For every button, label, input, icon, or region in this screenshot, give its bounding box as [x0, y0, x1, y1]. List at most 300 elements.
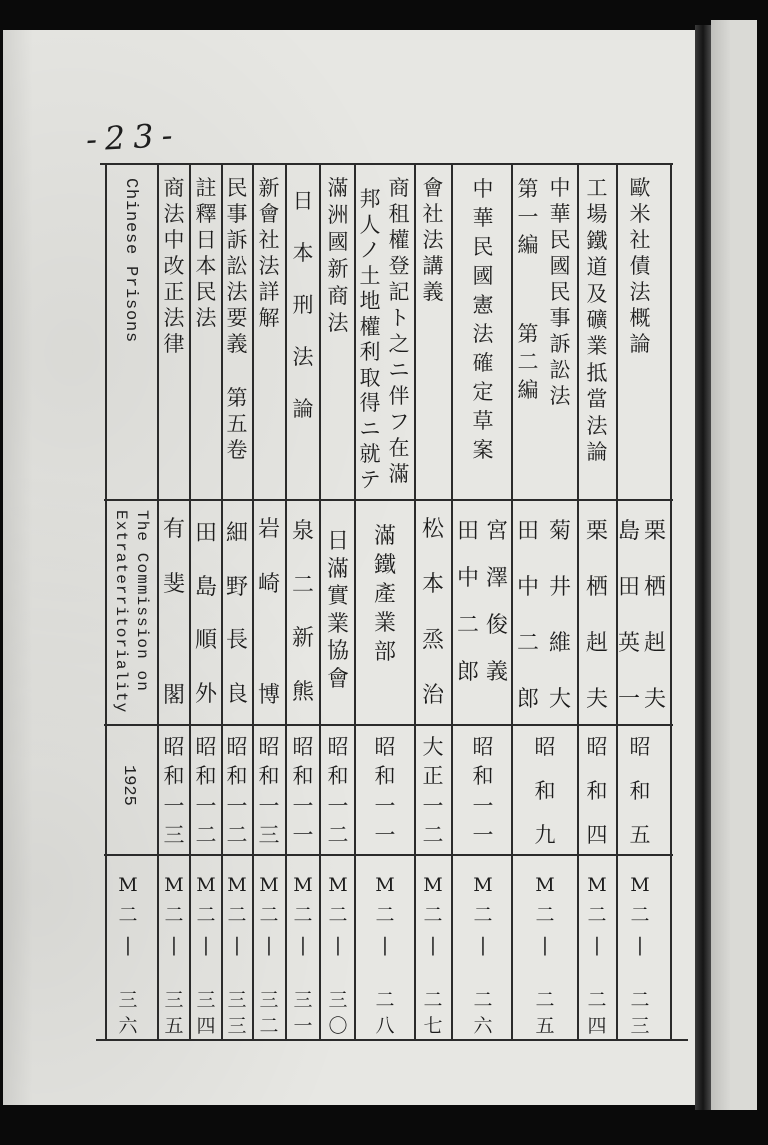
glyph: 二	[517, 350, 539, 374]
glyph: 註	[195, 176, 217, 200]
glyph: 法	[629, 280, 651, 304]
book-title	[324, 175, 352, 337]
glyph: M	[473, 874, 493, 896]
book-title-volume	[514, 320, 542, 404]
glyph: 權	[388, 228, 410, 252]
book-title-volume	[514, 175, 542, 259]
book-author	[546, 520, 574, 712]
glyph: 三	[118, 989, 138, 1011]
call-number	[223, 987, 251, 1039]
glyph: 業	[326, 611, 349, 637]
glyph: M	[259, 874, 279, 896]
glyph: 二	[587, 904, 607, 926]
glyph: 憲	[472, 293, 494, 317]
glyph: 一	[617, 687, 640, 712]
call-number-prefix	[626, 870, 654, 960]
glyph: 邦	[359, 187, 381, 211]
glyph: M	[375, 874, 395, 896]
book-title: Chinese Prisons	[121, 178, 140, 344]
glyph: 事	[549, 306, 571, 330]
glyph: 部	[373, 640, 396, 665]
glyph: 訟	[549, 358, 571, 382]
call-number-prefix	[192, 870, 220, 960]
glyph: 第	[226, 386, 248, 410]
glyph: 和	[374, 764, 396, 789]
glyph: 二	[423, 989, 443, 1011]
glyph: 二	[227, 904, 247, 926]
glyph: 解	[258, 306, 280, 330]
glyph: 五	[629, 823, 651, 847]
glyph: |	[593, 934, 601, 956]
glyph	[160, 629, 188, 653]
glyph: 和	[586, 779, 608, 803]
book-title	[223, 175, 251, 357]
glyph: 土	[359, 263, 381, 288]
glyph: 一	[258, 793, 280, 818]
glyph: 論	[586, 439, 608, 464]
glyph: 松	[421, 517, 444, 542]
glyph: 法	[258, 254, 280, 278]
glyph: |	[233, 934, 241, 956]
glyph: 一	[195, 793, 217, 818]
call-number	[114, 987, 142, 1039]
glyph: 井	[548, 575, 571, 600]
glyph: 本	[421, 572, 444, 598]
glyph: 法	[292, 345, 314, 369]
book-title	[385, 175, 413, 487]
glyph: 論	[629, 332, 651, 356]
book-author	[615, 520, 643, 712]
glyph: 夫	[643, 687, 666, 712]
glyph: 二	[164, 904, 184, 926]
glyph: 租	[388, 202, 410, 226]
glyph: 二	[375, 904, 395, 926]
table-rule-v	[189, 164, 191, 1041]
glyph: 和	[226, 764, 248, 789]
glyph: 昭	[472, 735, 494, 759]
call-number-prefix	[531, 870, 559, 960]
glyph: M	[118, 874, 138, 896]
glyph: 昭	[226, 735, 248, 759]
glyph: 債	[629, 254, 651, 278]
glyph: 夫	[585, 687, 608, 712]
glyph: 記	[388, 280, 410, 304]
glyph: |	[429, 934, 437, 956]
glyph: 三	[630, 1015, 650, 1037]
table-rule-v	[414, 164, 416, 1041]
glyph: 菊	[548, 519, 571, 544]
glyph: |	[124, 934, 132, 956]
book-author	[454, 520, 482, 685]
glyph: 和	[258, 764, 280, 789]
glyph: |	[541, 934, 549, 956]
glyph: 栖	[585, 575, 608, 600]
glyph: 三	[227, 989, 247, 1011]
glyph: 昭	[586, 735, 608, 759]
glyph: 歐	[629, 176, 651, 200]
glyph: 本	[195, 254, 217, 278]
book-title-volume	[223, 385, 251, 463]
table-rule-v	[105, 164, 107, 1041]
glyph: 赳	[643, 631, 666, 656]
glyph: 洲	[327, 203, 349, 227]
table-rule-v	[157, 164, 159, 1041]
glyph: 一	[374, 793, 396, 818]
glyph: 一	[472, 793, 494, 818]
glyph: 法	[163, 202, 185, 226]
glyph: 訴	[226, 228, 248, 252]
glyph: 及	[586, 281, 608, 306]
glyph: 工	[586, 176, 608, 200]
call-number	[160, 987, 188, 1039]
glyph: 二	[118, 904, 138, 926]
glyph: 斐	[162, 572, 185, 598]
glyph: 當	[586, 387, 608, 412]
glyph: 協	[326, 639, 349, 665]
glyph: 三	[259, 989, 279, 1011]
glyph: 編	[517, 378, 539, 402]
glyph: 滿	[388, 462, 410, 486]
glyph: 訟	[226, 254, 248, 278]
table-rule-top	[100, 163, 673, 165]
glyph: 一	[163, 793, 185, 818]
glyph: 一	[422, 793, 444, 818]
glyph: 社	[258, 228, 280, 252]
glyph: 訴	[549, 332, 571, 356]
book-author	[483, 520, 511, 685]
glyph: 和	[327, 764, 349, 789]
glyph: 一	[292, 822, 314, 847]
call-number	[371, 987, 399, 1039]
glyph: 登	[388, 254, 410, 278]
book-author	[371, 525, 399, 665]
glyph: 五	[226, 412, 248, 436]
glyph: 二	[259, 1015, 279, 1037]
glyph: 法	[586, 413, 608, 438]
book-author	[192, 522, 220, 707]
glyph: 栖	[643, 575, 666, 600]
glyph: 八	[375, 1015, 395, 1037]
table-rule-v	[511, 164, 513, 1041]
glyph: 人	[359, 212, 381, 237]
glyph: M	[196, 874, 216, 896]
glyph: |	[636, 934, 644, 956]
glyph: 和	[292, 764, 314, 789]
book-title	[419, 175, 447, 305]
publication-year	[324, 735, 352, 847]
glyph: 權	[359, 314, 381, 339]
glyph: 商	[327, 284, 349, 308]
glyph: |	[299, 934, 307, 956]
glyph: 社	[422, 202, 444, 226]
glyph: 烝	[421, 627, 444, 653]
glyph: 和	[163, 764, 185, 789]
call-number	[626, 987, 654, 1039]
glyph: 案	[472, 438, 494, 462]
glyph	[255, 629, 283, 653]
glyph: |	[334, 934, 342, 956]
glyph: 得	[359, 391, 381, 415]
glyph: 外	[194, 681, 217, 707]
glyph: 二	[196, 904, 216, 926]
book-title	[192, 175, 220, 331]
glyph: 英	[617, 631, 640, 656]
glyph: 博	[257, 682, 280, 708]
glyph: 論	[292, 397, 314, 421]
glyph: 取	[359, 365, 381, 390]
publication-year	[371, 735, 399, 847]
glyph: 概	[629, 306, 651, 330]
book-author: Extraterritoriality	[112, 510, 130, 714]
glyph: M	[423, 874, 443, 896]
glyph: 治	[421, 682, 444, 708]
glyph: 新	[327, 257, 349, 281]
glyph: ニ	[388, 358, 410, 382]
glyph: 實	[326, 584, 349, 610]
call-number-prefix	[419, 870, 447, 960]
glyph: 滿	[373, 524, 396, 549]
glyph: 中	[549, 176, 571, 200]
call-number	[469, 987, 497, 1039]
glyph: 二	[328, 904, 348, 926]
glyph: 二	[630, 989, 650, 1011]
book-title	[626, 175, 654, 357]
glyph: 法	[422, 228, 444, 252]
glyph: 道	[586, 255, 608, 280]
glyph: 釋	[195, 202, 217, 226]
glyph: 一	[327, 793, 349, 818]
call-number-prefix	[583, 870, 611, 960]
call-number-prefix	[469, 870, 497, 960]
glyph: 草	[472, 409, 494, 433]
glyph: 一	[517, 205, 539, 229]
glyph: 華	[472, 206, 494, 230]
call-number-prefix	[324, 870, 352, 960]
glyph: M	[227, 874, 247, 896]
glyph: 鐵	[586, 228, 608, 253]
glyph: 田	[194, 521, 217, 546]
publication-year: 1925	[119, 765, 138, 806]
glyph: 法	[549, 384, 571, 408]
glyph: 二	[516, 631, 539, 656]
book-author	[160, 518, 188, 708]
book-author	[419, 518, 447, 708]
glyph: 熊	[291, 679, 314, 705]
glyph: 三	[293, 989, 313, 1011]
call-number	[531, 987, 559, 1039]
glyph: 華	[549, 202, 571, 226]
glyph: 日	[292, 189, 314, 213]
call-number-prefix	[371, 870, 399, 960]
glyph: 利	[359, 340, 381, 364]
glyph: 三	[328, 989, 348, 1011]
glyph: 大	[548, 687, 571, 712]
glyph: 昭	[327, 735, 349, 759]
table-rule-bottom	[96, 1039, 688, 1041]
glyph: 一	[293, 1015, 313, 1037]
glyph: 三	[196, 989, 216, 1011]
table-rule-v	[285, 164, 287, 1041]
glyph: 澤	[485, 566, 508, 591]
table-rule-v	[670, 164, 672, 1041]
glyph: 礦	[586, 307, 608, 332]
publication-year	[255, 735, 283, 847]
glyph: 國	[327, 230, 349, 254]
publication-year	[531, 735, 559, 847]
glyph: 島	[617, 519, 640, 544]
glyph: 一	[472, 822, 494, 847]
table-rule-v	[319, 164, 321, 1041]
glyph: 二	[587, 989, 607, 1011]
glyph: |	[479, 934, 487, 956]
glyph: 昭	[534, 735, 556, 759]
book-title	[160, 175, 188, 357]
glyph: 二	[473, 904, 493, 926]
glyph: 刑	[292, 293, 314, 317]
glyph: 崎	[257, 572, 280, 598]
glyph: 二	[259, 904, 279, 926]
publication-year	[223, 735, 251, 847]
glyph: 三	[227, 1015, 247, 1037]
glyph: 之	[388, 332, 410, 356]
glyph: 三	[258, 822, 280, 847]
glyph: M	[535, 874, 555, 896]
glyph: 義	[422, 280, 444, 304]
glyph: 確	[472, 351, 494, 375]
glyph: 法	[327, 311, 349, 335]
call-number-prefix	[223, 870, 251, 960]
glyph: 昭	[258, 735, 280, 759]
glyph: 和	[629, 779, 651, 803]
glyph: 伴	[388, 384, 410, 408]
book-title	[255, 175, 283, 331]
glyph: |	[381, 934, 389, 956]
glyph: M	[293, 874, 313, 896]
glyph: 二	[423, 904, 443, 926]
publication-year	[583, 735, 611, 847]
glyph: 二	[291, 572, 314, 598]
glyph: フ	[388, 410, 410, 434]
glyph: M	[328, 874, 348, 896]
glyph: 中	[472, 177, 494, 201]
publication-year	[469, 735, 497, 847]
glyph: 法	[226, 280, 248, 304]
glyph: 中	[163, 228, 185, 252]
book-title	[469, 175, 497, 465]
book-title	[546, 175, 574, 409]
glyph: 法	[163, 306, 185, 330]
glyph: 大	[422, 735, 444, 759]
call-number-prefix	[289, 870, 317, 960]
publication-year	[626, 735, 654, 847]
glyph: 民	[472, 235, 494, 259]
glyph: 抵	[586, 360, 608, 385]
glyph: 岩	[257, 517, 280, 542]
glyph: 和	[472, 764, 494, 789]
glyph: 律	[163, 332, 185, 356]
glyph: 四	[196, 1015, 216, 1037]
glyph: ニ	[359, 416, 381, 441]
glyph: 野	[225, 574, 248, 600]
glyph: 國	[549, 254, 571, 278]
call-number	[583, 987, 611, 1039]
glyph: 在	[388, 436, 410, 460]
glyph: 民	[549, 280, 571, 304]
glyph: 社	[629, 228, 651, 252]
glyph: 〇	[328, 1015, 348, 1037]
glyph: 產	[373, 582, 396, 607]
glyph: 順	[194, 628, 217, 654]
glyph: 良	[225, 681, 248, 707]
call-number-prefix	[160, 870, 188, 960]
publication-year	[289, 735, 317, 847]
glyph: 長	[225, 628, 248, 654]
glyph: 商	[163, 176, 185, 200]
glyph: 中	[456, 566, 479, 591]
glyph: 要	[226, 306, 248, 330]
glyph: 二	[293, 904, 313, 926]
glyph: 栗	[643, 519, 666, 544]
glyph: 細	[225, 521, 248, 546]
glyph: 法	[472, 322, 494, 346]
glyph: 新	[291, 626, 314, 652]
glyph: 米	[629, 202, 651, 226]
book-author	[514, 520, 542, 712]
glyph: 二	[195, 822, 217, 847]
glyph: 四	[587, 1015, 607, 1037]
handwritten-page-number: -23-	[85, 115, 182, 159]
glyph: 改	[163, 254, 185, 278]
glyph: 就	[359, 442, 381, 466]
glyph: 俊	[485, 613, 508, 638]
glyph: 第	[517, 322, 539, 346]
adjacent-page-edge	[711, 20, 757, 1110]
book-author	[223, 522, 251, 707]
glyph: 會	[326, 666, 349, 692]
glyph: 三	[164, 989, 184, 1011]
glyph: 六	[118, 1015, 138, 1037]
glyph: 正	[163, 280, 185, 304]
glyph: 田	[516, 519, 539, 544]
glyph: 一	[226, 793, 248, 818]
call-number	[324, 987, 352, 1039]
glyph: 民	[549, 228, 571, 252]
glyph: 正	[422, 764, 444, 789]
glyph: 中	[516, 575, 539, 600]
book-author	[641, 520, 669, 712]
table-rule-v	[252, 164, 254, 1041]
glyph: 二	[456, 613, 479, 638]
book-author	[255, 518, 283, 708]
glyph: 詳	[258, 280, 280, 304]
glyph: 義	[226, 332, 248, 356]
glyph: テ	[359, 467, 381, 492]
glyph: 二	[375, 989, 395, 1011]
glyph: 田	[456, 519, 479, 544]
glyph: 場	[586, 202, 608, 227]
glyph: ト	[388, 306, 410, 330]
glyph: 法	[195, 306, 217, 330]
glyph: 栗	[585, 519, 608, 544]
glyph: 昭	[374, 735, 396, 759]
glyph: 二	[327, 822, 349, 847]
glyph: 五	[535, 1015, 555, 1037]
book-title-continued	[356, 187, 384, 493]
glyph: 民	[226, 176, 248, 200]
glyph: |	[265, 934, 273, 956]
glyph: 地	[359, 289, 381, 313]
glyph: ノ	[359, 238, 381, 262]
